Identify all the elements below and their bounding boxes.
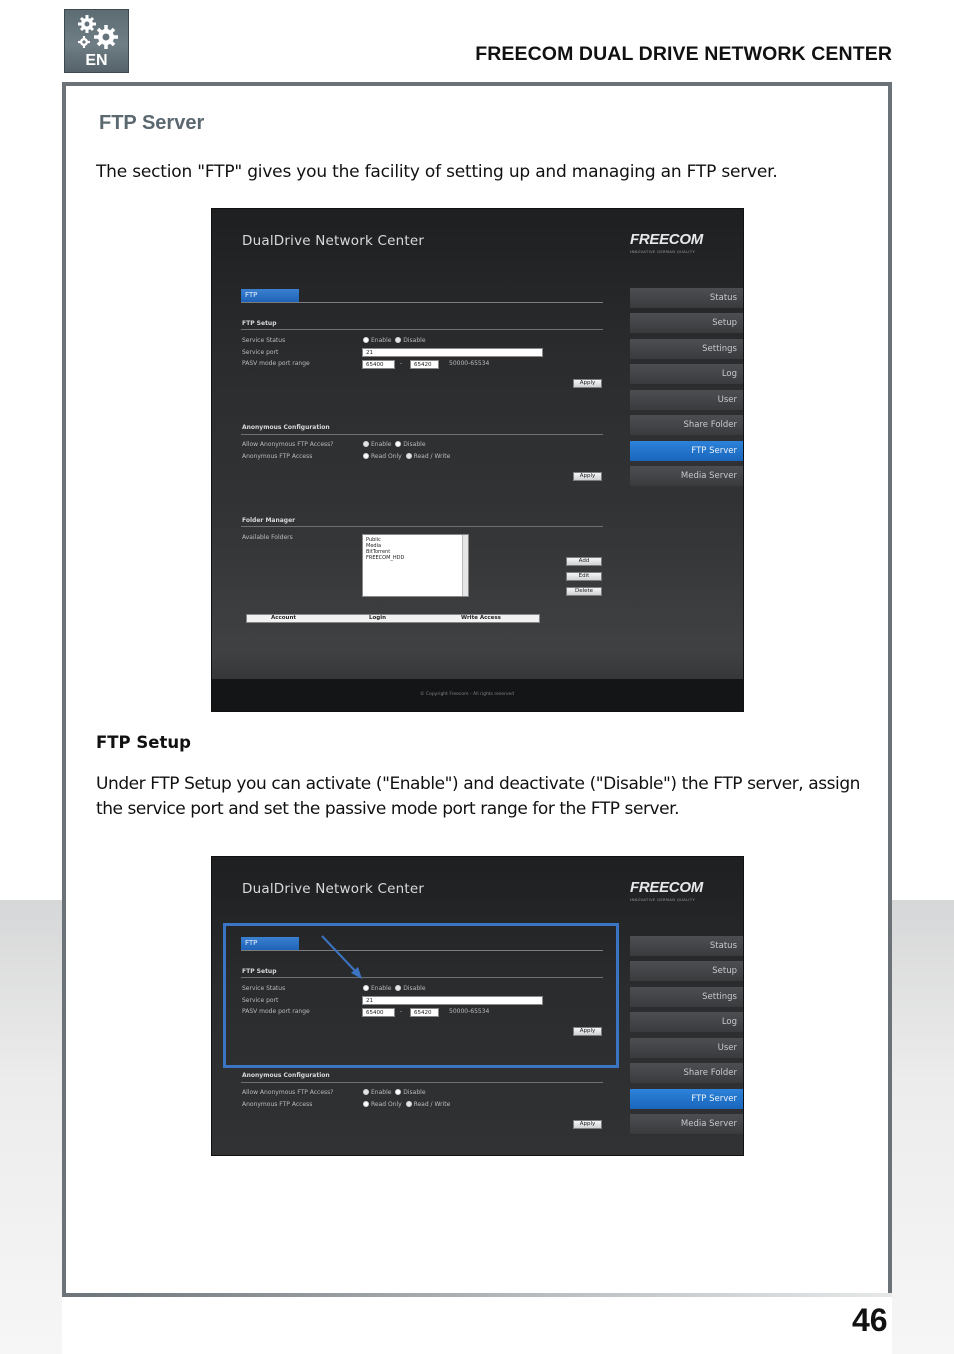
col-write-access: Write Access xyxy=(461,615,501,621)
service-port-input[interactable]: 21 xyxy=(362,996,543,1005)
nav-media-server[interactable]: Media Server xyxy=(630,466,744,486)
nav-share-folder[interactable]: Share Folder xyxy=(630,1063,744,1083)
ftp-setup-title: FTP Setup xyxy=(242,320,277,327)
apply-button[interactable]: Apply xyxy=(573,379,602,388)
account-table-header xyxy=(246,614,540,623)
add-button[interactable]: Add xyxy=(566,557,602,566)
folder-list[interactable] xyxy=(362,534,469,597)
nav-setup[interactable]: Setup xyxy=(630,961,744,981)
right-side-band xyxy=(892,900,954,1354)
read-write-label: Read / Write xyxy=(413,453,451,460)
anon-disable-radio[interactable] xyxy=(395,1089,401,1095)
disable-label: Disable xyxy=(403,985,426,992)
allow-anonymous-label: Allow Anonymous FTP Access? xyxy=(242,1089,334,1096)
intro-paragraph: The section "FTP" gives you the facility of setting up and managing an FTP server. xyxy=(96,162,778,182)
allow-anonymous-label: Allow Anonymous FTP Access? xyxy=(242,441,334,448)
range-separator: - xyxy=(400,1008,403,1015)
read-only-radio[interactable] xyxy=(363,1101,369,1107)
apply-button[interactable]: Apply xyxy=(573,1027,602,1036)
anonymous-config-rule xyxy=(241,1082,603,1083)
col-login: Login xyxy=(369,615,387,621)
anonymous-config-title: Anonymous Configuration xyxy=(242,1072,330,1079)
gears-icon xyxy=(75,12,121,52)
disable-radio[interactable] xyxy=(395,337,401,343)
folder-item[interactable]: FREECOM_HDD xyxy=(366,555,405,561)
allow-anonymous-radios xyxy=(363,441,426,448)
folder-manager-title: Folder Manager xyxy=(242,517,296,524)
anon-enable-label: Enable xyxy=(371,441,392,448)
range-hint: 50000-65534 xyxy=(449,360,490,367)
pasv-range-label: PASV mode port range xyxy=(242,1008,310,1015)
nav-user[interactable]: User xyxy=(630,1038,744,1058)
nav-user[interactable]: User xyxy=(630,390,744,410)
folder-list-scrollbar[interactable] xyxy=(462,535,468,596)
service-port-input[interactable]: 21 xyxy=(362,348,543,357)
anon-apply-button[interactable]: Apply xyxy=(573,1120,602,1129)
service-status-label: Service Status xyxy=(242,985,286,992)
anon-apply-button[interactable]: Apply xyxy=(573,472,602,481)
delete-button[interactable]: Delete xyxy=(566,587,602,596)
folder-manager-rule xyxy=(241,526,603,527)
tab-ftp[interactable]: FTP xyxy=(241,289,299,302)
anon-disable-label: Disable xyxy=(403,441,426,448)
anonymous-config-rule xyxy=(241,434,603,435)
enable-label: Enable xyxy=(371,337,392,344)
anonymous-access-label: Anonymous FTP Access xyxy=(242,453,313,460)
nav-status[interactable]: Status xyxy=(630,288,744,308)
nav-ftp-server[interactable]: FTP Server xyxy=(630,1089,744,1109)
range-hint: 50000-65534 xyxy=(449,1008,490,1015)
read-write-label: Read / Write xyxy=(413,1101,451,1108)
ftp-setup-heading: FTP Setup xyxy=(96,733,191,752)
read-only-label: Read Only xyxy=(371,453,402,460)
range-separator: - xyxy=(400,360,403,367)
anon-disable-radio[interactable] xyxy=(395,441,401,447)
read-only-radio[interactable] xyxy=(363,453,369,459)
service-port-label: Service port xyxy=(242,997,279,1004)
brand-tagline: INNOVATIVE GERMAN QUALITY xyxy=(630,250,696,254)
nav-setup[interactable]: Setup xyxy=(630,313,744,333)
service-port-label: Service port xyxy=(242,349,279,356)
pasv-from-input[interactable]: 65400 xyxy=(362,1008,395,1017)
nav-share-folder[interactable]: Share Folder xyxy=(630,415,744,435)
anon-enable-label: Enable xyxy=(371,1089,392,1096)
anon-disable-label: Disable xyxy=(403,1089,426,1096)
tab-ftp[interactable]: FTP xyxy=(241,937,299,950)
read-write-radio[interactable] xyxy=(406,453,412,459)
nav-log[interactable]: Log xyxy=(630,1012,744,1032)
brand-logo: FREECOM xyxy=(630,231,703,248)
anonymous-access-label: Anonymous FTP Access xyxy=(242,1101,313,1108)
pasv-range-label: PASV mode port range xyxy=(242,360,310,367)
pasv-to-input[interactable]: 65420 xyxy=(410,360,439,369)
enable-radio[interactable] xyxy=(363,337,369,343)
allow-anonymous-radios xyxy=(363,1089,426,1096)
anon-enable-radio[interactable] xyxy=(363,1089,369,1095)
document-header: FREECOM DUAL DRIVE NETWORK CENTER xyxy=(475,43,892,65)
bottom-rule xyxy=(62,1293,892,1297)
nav-status[interactable]: Status xyxy=(630,936,744,956)
screenshot-ftp-server xyxy=(211,208,744,712)
copyright-text: © Copyright Freecom - All rights reserved xyxy=(420,692,515,697)
ftp-setup-paragraph: Under FTP Setup you can activate ("Enable") and deactivate ("Disable") the FTP server, assign the service port and set the passive mode port range for the FTP server. xyxy=(96,774,860,819)
pasv-to-input[interactable]: 65420 xyxy=(410,1008,439,1017)
anonymous-access-radios xyxy=(363,1101,450,1108)
folder-item[interactable]: BitTorrent xyxy=(366,549,391,555)
nav-ftp-server[interactable]: FTP Server xyxy=(630,441,744,461)
ftp-setup-highlight xyxy=(223,923,619,1068)
app-title: DualDrive Network Center xyxy=(242,233,425,249)
edit-button[interactable]: Edit xyxy=(566,572,602,581)
anon-enable-radio[interactable] xyxy=(363,441,369,447)
tab-rule xyxy=(241,302,603,303)
brand-logo: FREECOM xyxy=(630,879,703,896)
page-number: 46 xyxy=(852,1302,888,1338)
pasv-from-input[interactable]: 65400 xyxy=(362,360,395,369)
anonymous-config-title: Anonymous Configuration xyxy=(242,424,330,431)
nav-media-server[interactable]: Media Server xyxy=(630,1114,744,1134)
pointer-arrow-icon xyxy=(318,932,368,984)
language-code: EN xyxy=(85,52,108,69)
nav-settings[interactable]: Settings xyxy=(630,339,744,359)
section-heading: FTP Server xyxy=(99,112,205,134)
folder-item[interactable]: Media xyxy=(366,543,382,549)
folder-item[interactable]: Public xyxy=(366,537,381,543)
available-folders-label: Available Folders xyxy=(242,534,293,541)
service-status-label: Service Status xyxy=(242,337,286,344)
col-account: Account xyxy=(271,615,297,621)
brand-tagline: INNOVATIVE GERMAN QUALITY xyxy=(630,898,696,902)
language-badge xyxy=(64,9,129,73)
anonymous-access-radios xyxy=(363,453,450,460)
nav-settings[interactable]: Settings xyxy=(630,987,744,1007)
enable-label: Enable xyxy=(371,985,392,992)
nav-log[interactable]: Log xyxy=(630,364,744,384)
app-title: DualDrive Network Center xyxy=(242,881,425,897)
ftp-setup-title: FTP Setup xyxy=(242,968,277,975)
left-side-band xyxy=(0,900,62,1354)
read-only-label: Read Only xyxy=(371,1101,402,1108)
read-write-radio[interactable] xyxy=(406,1101,412,1107)
disable-label: Disable xyxy=(403,337,426,344)
service-status-radios xyxy=(363,337,426,344)
ftp-setup-rule xyxy=(241,329,603,330)
